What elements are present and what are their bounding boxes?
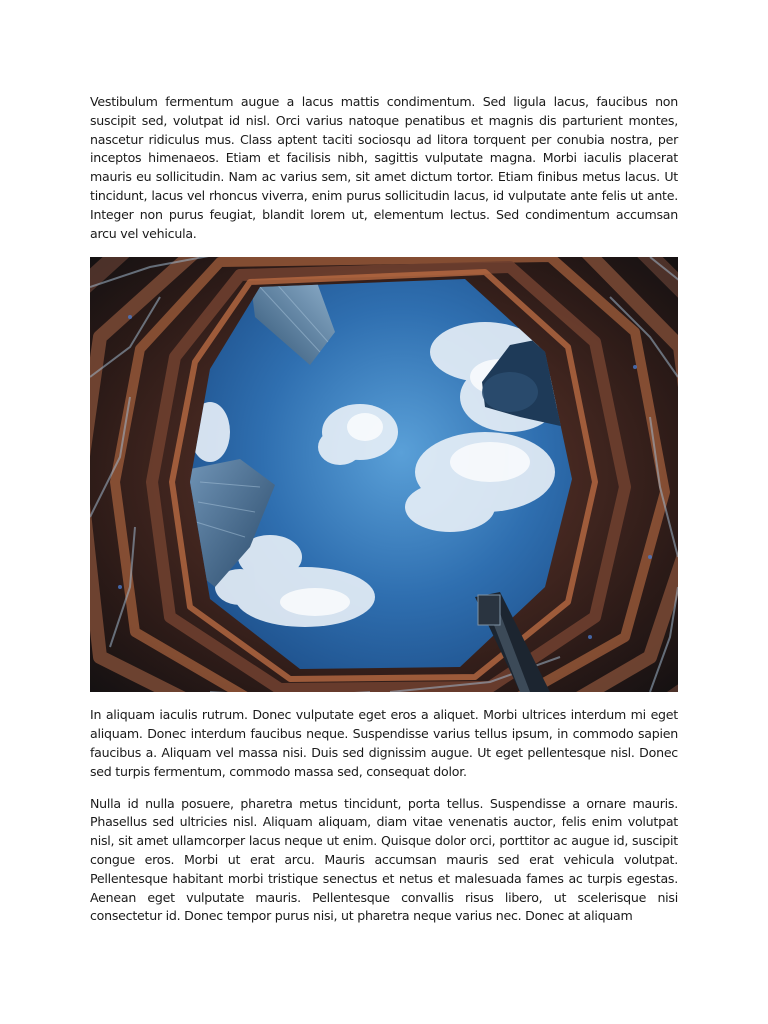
photo-vessel-illustration: [90, 257, 678, 692]
photo-vessel-looking-up: [90, 257, 678, 692]
paragraph-1: Vestibulum fermentum augue a lacus mattis condimentum. Sed ligula lacus, faucibus non suscipit sed, volutpat id nisl. Orci varius natoque penatibus et magnis dis parturient montes, nascetur ridiculus mus. Class aptent taciti sociosqu ad litora torquent per conubia nostra, per inceptos himenaeos. Etiam et facilisis nibh, sagittis vulputate magna. Morbi iaculis placerat mauris eu sollicitudin. Nam ac varius sem, sit amet dictum tortor. Etiam finibus metus lacus. Ut tincidunt, lacus vel rhoncus viverra, enim purus sollicitudin lacus, id vulputate ante felis ut ante. Integer non purus feugiat, blandit lorem ut, elementum lectus. Sed condimentum accumsan arcu vel vehicula.: [90, 94, 678, 241]
paragraph-2: In aliquam iaculis rutrum. Donec vulputate eget eros a aliquet. Morbi ultrices interdum mi eget aliquam. Donec interdum faucibus neque. Suspendisse varius tellus ipsum, in commodo sapien faucibus a. Aliquam vel massa nisi. Duis sed dignissim augue. Ut eget pellentesque nisl. Donec sed turpis fermentum, commodo massa sed, consequat dolor.: [90, 707, 678, 779]
paragraph-3: Nulla id nulla posuere, pharetra metus tincidunt, porta tellus. Suspendisse a ornare mauris. Phasellus sed ultricies nisl. Aliquam aliquam, diam vitae venenatis auctor, felis enim volutpat nisl, sit amet ullamcorper lacus neque ut enim. Quisque dolor orci, porttitor ac augue id, suscipit congue eros. Morbi ut erat arcu. Mauris accumsan mauris sed erat vehicula volutpat. Pellentesque habitant morbi tristique senectus et netus et malesuada fames ac turpis egestas. Aenean eget vulputate mauris. Pellentesque convallis risus libero, ut scelerisque nisi consectetur id. Donec tempor purus nisi, ut pharetra neque varius nec. Donec at aliquam: [90, 795, 678, 924]
document-content: [90, 93, 678, 926]
